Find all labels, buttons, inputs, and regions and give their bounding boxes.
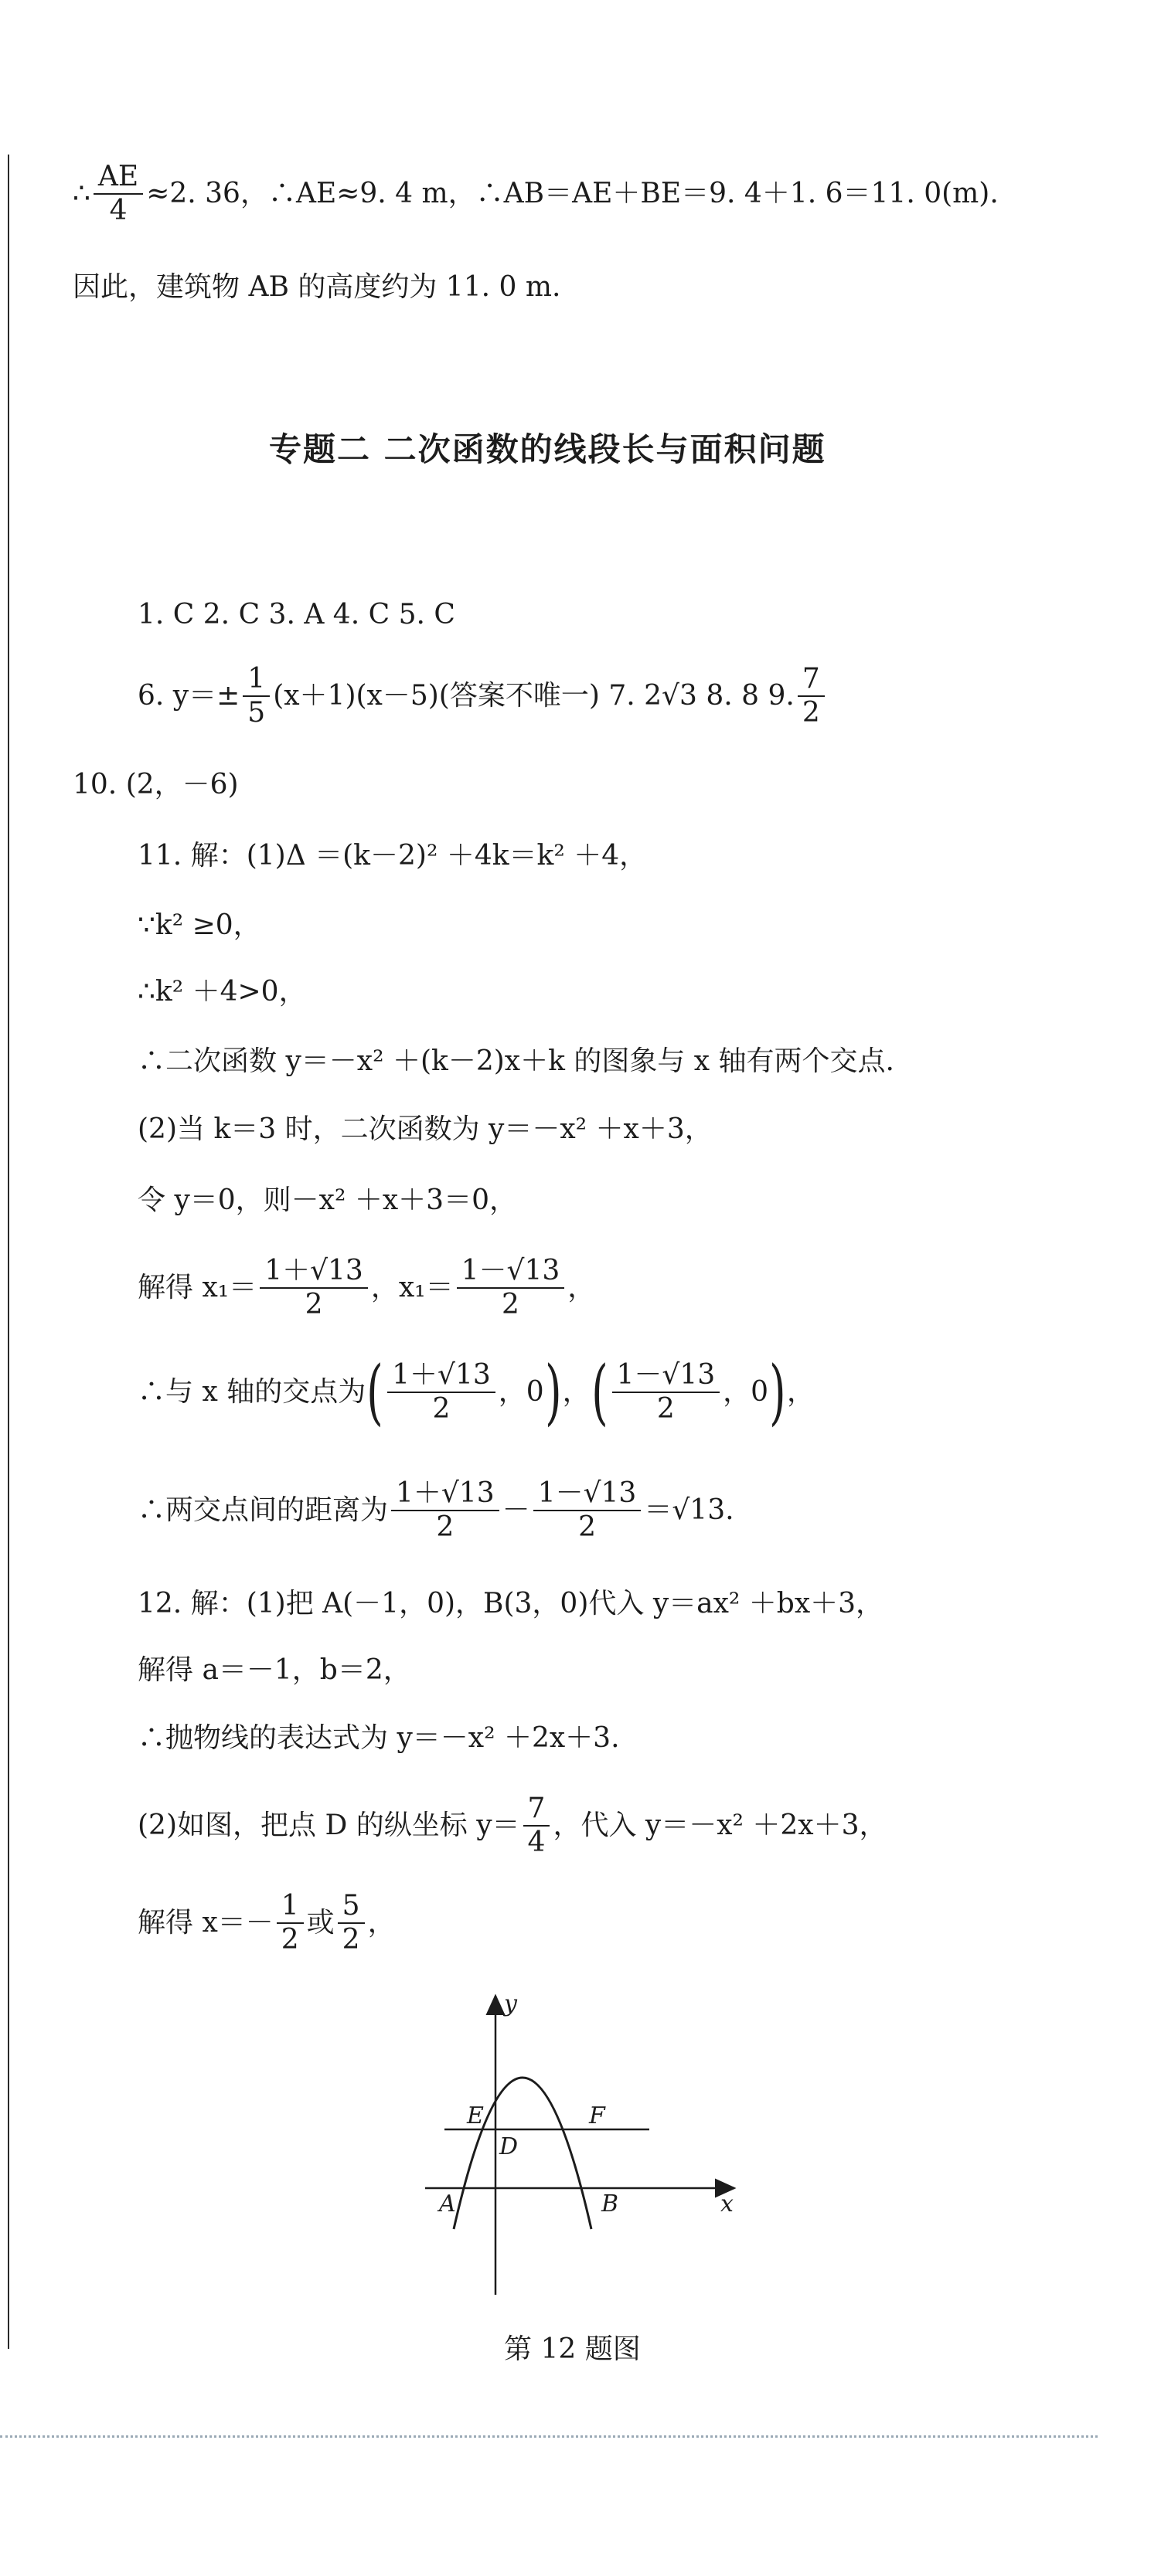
- fraction-numerator: 1＋√13: [387, 1361, 495, 1393]
- distance-text: ＝√13.: [644, 1494, 734, 1527]
- fraction-denominator: 4: [109, 194, 128, 226]
- left-margin-line: [8, 155, 9, 2349]
- fraction-1-over-2: [277, 1891, 304, 1955]
- solution-11-conclusion: ∴二次函数 y＝－x² ＋(k－2)x＋k 的图象与 x 轴有两个交点.: [138, 1045, 894, 1077]
- intersections-text: ，: [562, 1376, 591, 1409]
- fraction-5-over-2: [338, 1891, 365, 1955]
- fraction-numerator: 1＋√13: [391, 1479, 499, 1511]
- roots-text: ，: [567, 1272, 596, 1304]
- distance-text: －: [502, 1494, 530, 1527]
- fraction-denominator: 2: [802, 696, 820, 729]
- solution-11-roots: [138, 1256, 595, 1320]
- dotted-separator: [0, 2435, 1098, 2438]
- part2-text: ，代入 y＝－x² ＋2x＋3，: [553, 1810, 887, 1842]
- fraction-root-minus: [457, 1256, 565, 1320]
- fraction-7-over-2: [798, 664, 825, 728]
- solution-11-part-2: (2)当 k＝3 时，二次函数为 y＝－x² ＋x＋3，: [138, 1113, 713, 1145]
- solution-11-step: 令 y＝0，则－x² ＋x＋3＝0，: [138, 1184, 517, 1216]
- fraction-numerator: 1: [277, 1891, 304, 1924]
- fraction-numerator: 1－√13: [612, 1361, 720, 1393]
- fraction-numerator: 1－√13: [533, 1479, 642, 1511]
- answer-10: 10. (2，－6): [73, 769, 239, 800]
- fraction-denominator: 2: [281, 1923, 299, 1956]
- fraction-ae-over-4: [94, 162, 143, 226]
- left-paren: (: [366, 1351, 383, 1433]
- figure-caption: 第 12 题图: [504, 2333, 641, 2365]
- parabola-figure: [417, 1990, 742, 2306]
- fraction-root-plus: [391, 1479, 499, 1542]
- solution-11-step: ∵k² ≥0，: [138, 909, 261, 941]
- fraction-7-over-4: [523, 1794, 550, 1857]
- fraction-denominator: 2: [656, 1393, 675, 1425]
- fraction-root-minus: [612, 1361, 720, 1424]
- conclusion-line: 因此，建筑物 AB 的高度约为 11. 0 m.: [73, 271, 561, 303]
- label-f: F: [589, 2102, 605, 2129]
- solution-12-expression: ∴抛物线的表达式为 y＝－x² ＋2x＋3.: [138, 1722, 620, 1754]
- parabola-curve: [454, 2078, 591, 2229]
- left-paren: (: [591, 1351, 608, 1433]
- equation-text: ≈2. 36，∴AE≈9. 4 m，∴AB＝AE＋BE＝9. 4＋1. 6＝11. 0(m).: [146, 178, 999, 210]
- label-y: y: [504, 1990, 517, 2017]
- solution-11-part-1: 11. 解：(1)Δ ＝(k－2)² ＋4k＝k² ＋4，: [138, 840, 648, 872]
- fraction-numerator: 7: [798, 664, 825, 697]
- fraction-denominator: 2: [432, 1393, 451, 1425]
- solution-12-step: 解得 a＝－1，b＝2，: [138, 1654, 411, 1686]
- right-paren: ): [544, 1351, 562, 1433]
- solution-11-step: ∴k² ＋4>0，: [138, 976, 307, 1008]
- solution-11-intersections: [138, 1351, 815, 1433]
- roots-text: 或: [306, 1907, 335, 1939]
- fraction-numerator: 1－√13: [457, 1256, 565, 1289]
- fraction-denominator: 2: [578, 1511, 596, 1543]
- label-d: D: [499, 2133, 519, 2160]
- fraction-root-minus: [533, 1479, 642, 1542]
- intersections-text: ，: [786, 1376, 815, 1409]
- solution-11-distance: [138, 1479, 734, 1542]
- fraction-numerator: AE: [94, 162, 143, 195]
- intersections-text: ，0: [723, 1376, 769, 1409]
- fraction-denominator: 2: [305, 1288, 323, 1320]
- roots-text: 解得 x₁＝: [138, 1272, 257, 1304]
- fraction-denominator: 4: [527, 1826, 546, 1858]
- roots-text: ，x₁＝: [370, 1272, 454, 1304]
- fraction-denominator: 5: [247, 696, 266, 729]
- section-heading: 专题二 二次函数的线段长与面积问题: [269, 430, 826, 468]
- intersections-text: ，0: [498, 1376, 544, 1409]
- answer-text: (x＋1)(x－5)(答案不唯一) 7. 2√3 8. 8 9.: [273, 680, 795, 712]
- part2-text: (2)如图，把点 D 的纵坐标 y＝: [138, 1810, 520, 1842]
- label-a: A: [439, 2190, 456, 2217]
- intersections-text: ∴与 x 轴的交点为: [138, 1376, 366, 1409]
- answers-6-9: [138, 664, 828, 728]
- fraction-numerator: 7: [523, 1794, 550, 1827]
- answer-text: 6. y＝±: [138, 680, 240, 712]
- roots-text: ，: [367, 1907, 396, 1939]
- fraction-denominator: 2: [501, 1288, 519, 1320]
- roots-text: 解得 x＝－: [138, 1907, 274, 1939]
- right-paren: ): [769, 1351, 786, 1433]
- fraction-numerator: 1: [243, 664, 270, 697]
- label-x: x: [720, 2190, 734, 2217]
- answers-1-5: 1. C 2. C 3. A 4. C 5. C: [138, 599, 455, 630]
- solution-12-part-1: 12. 解：(1)把 A(－1，0)，B(3，0)代入 y＝ax² ＋bx＋3，: [138, 1588, 884, 1619]
- fraction-numerator: 1＋√13: [260, 1256, 368, 1289]
- fraction-root-plus: [387, 1361, 495, 1424]
- therefore-symbol: ∴: [73, 178, 90, 210]
- solution-12-roots: [138, 1891, 396, 1955]
- fraction-1-over-5: [243, 664, 270, 728]
- solution-12-part-2: [138, 1794, 887, 1857]
- fraction-root-plus: [260, 1256, 368, 1320]
- fraction-denominator: 2: [436, 1511, 455, 1543]
- fraction-denominator: 2: [342, 1923, 360, 1956]
- distance-text: ∴两交点间的距离为: [138, 1494, 389, 1527]
- label-e: E: [467, 2102, 484, 2129]
- fraction-numerator: 5: [338, 1891, 365, 1924]
- label-b: B: [601, 2190, 619, 2217]
- solution-line-1: [73, 162, 999, 226]
